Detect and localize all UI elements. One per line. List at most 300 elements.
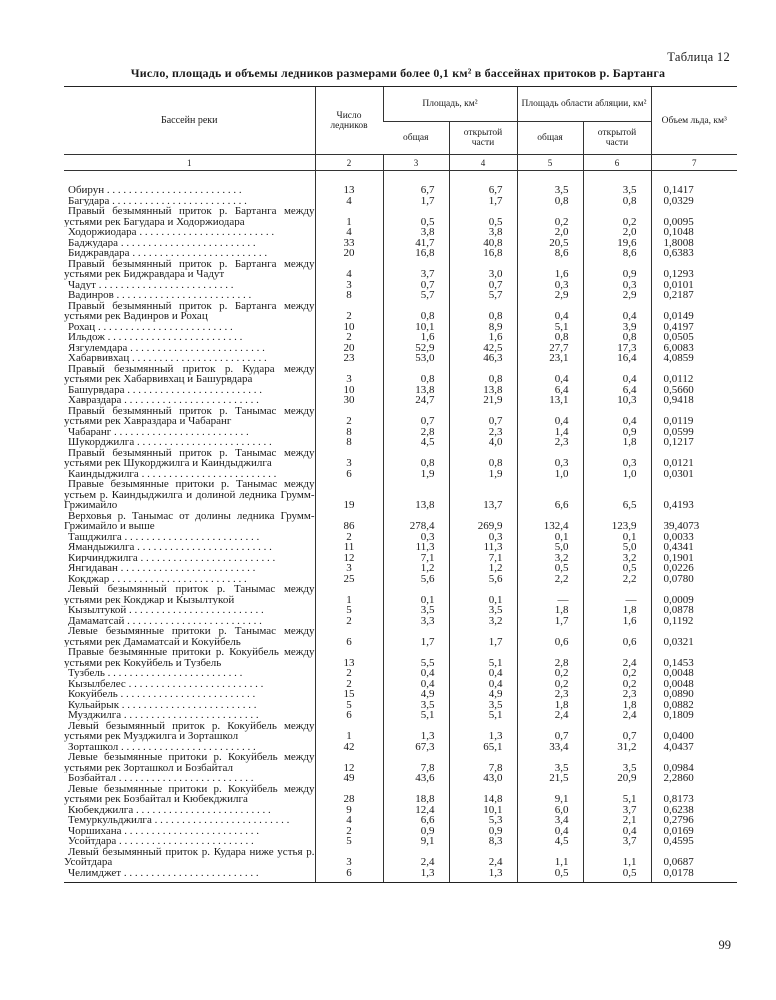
table-row — [64, 668, 737, 679]
cell-a2: 2,4 — [449, 847, 517, 868]
cell-a2: 2,3 — [449, 427, 517, 438]
cell-a2: 13,7 — [449, 479, 517, 511]
cell-v: 0,0329 — [651, 196, 737, 207]
basin-name-text: Кокуйбель . . — [64, 689, 315, 700]
basin-name — [64, 532, 315, 543]
cell-a2: 0,9 — [449, 826, 517, 837]
cell-count: 5 — [315, 605, 383, 616]
basin-name-text: Вадинров . . — [64, 290, 315, 301]
cell-v: 0,1192 — [651, 616, 737, 627]
cell-b1: 1,6 — [517, 259, 583, 280]
cell-a2: 6,7 — [449, 185, 517, 196]
cell-a2: 5,3 — [449, 815, 517, 826]
cell-a1: 10,1 — [383, 322, 449, 333]
cell-a1: 1,9 — [383, 469, 449, 480]
cell-b2: 123,9 — [583, 511, 651, 532]
header-ablation-total: общая — [517, 122, 583, 155]
basin-name — [64, 700, 315, 711]
basin-name-text: Левый безымянный приток р. Танымас между устьями рек Кокджар и Кызылтукой — [64, 584, 315, 605]
cell-v: 0,0033 — [651, 532, 737, 543]
cell-b2: 3,7 — [583, 805, 651, 816]
cell-b2: 0,2 — [583, 679, 651, 690]
basin-name — [64, 773, 315, 784]
col-number-7: 7 — [651, 155, 737, 171]
cell-a2: 0,4 — [449, 679, 517, 690]
header-volume: Объем льда, км³ — [651, 87, 737, 155]
cell-b1: 0,8 — [517, 332, 583, 343]
table-row — [64, 448, 737, 469]
cell-count: 5 — [315, 700, 383, 711]
cell-count: 2 — [315, 301, 383, 322]
table-row — [64, 815, 737, 826]
cell-a1: 12,4 — [383, 805, 449, 816]
col-number-6: 6 — [583, 155, 651, 171]
basin-name-text: Хавраздара . . — [64, 395, 315, 406]
cell-a2: 4,9 — [449, 689, 517, 700]
basin-name — [64, 206, 315, 227]
header-basin: Бассейн реки — [64, 87, 315, 155]
basin-name-text: Левые безымянные притоки р. Кокуйбель между устьями рек Бозбайтал и Кюбекджилга — [64, 783, 315, 805]
cell-count: 12 — [315, 553, 383, 564]
header-ablation-open: открытой части — [583, 122, 651, 155]
cell-v: 0,0048 — [651, 679, 737, 690]
basin-name — [64, 196, 315, 207]
table-row — [64, 742, 737, 753]
cell-a1: 9,1 — [383, 836, 449, 847]
basin-name-text: Каиндыджилга . . — [64, 469, 315, 480]
table-row — [64, 721, 737, 742]
cell-a1: 0,5 — [383, 206, 449, 227]
cell-a1: 11,3 — [383, 542, 449, 553]
cell-v: 0,4595 — [651, 836, 737, 847]
cell-a2: 14,8 — [449, 784, 517, 805]
col-number-4: 4 — [449, 155, 517, 171]
cell-count: 23 — [315, 353, 383, 364]
table-row — [64, 479, 737, 511]
cell-count: 33 — [315, 238, 383, 249]
cell-b2: 0,2 — [583, 206, 651, 227]
cell-count: 4 — [315, 196, 383, 207]
cell-count: 8 — [315, 290, 383, 301]
cell-a2: 0,1 — [449, 584, 517, 605]
cell-count: 2 — [315, 679, 383, 690]
cell-b1: 132,4 — [517, 511, 583, 532]
cell-v: 0,0178 — [651, 868, 737, 883]
cell-b2: 10,3 — [583, 395, 651, 406]
basin-name — [64, 227, 315, 238]
cell-b1: 0,2 — [517, 679, 583, 690]
cell-a2: 0,8 — [449, 301, 517, 322]
cell-a1: 278,4 — [383, 511, 449, 532]
cell-a2: 10,1 — [449, 805, 517, 816]
cell-b1: 23,1 — [517, 353, 583, 364]
table-row — [64, 710, 737, 721]
cell-a2: 1,7 — [449, 626, 517, 647]
basin-name — [64, 563, 315, 574]
cell-a1: 0,8 — [383, 448, 449, 469]
cell-a1: 5,5 — [383, 647, 449, 668]
basin-name — [64, 679, 315, 690]
cell-a2: 5,1 — [449, 647, 517, 668]
cell-count: 10 — [315, 385, 383, 396]
cell-a1: 0,1 — [383, 584, 449, 605]
cell-b2: 0,9 — [583, 427, 651, 438]
basin-name — [64, 280, 315, 291]
basin-name-text: Правый безымянный приток р. Бартанга между устьями рек Биджравдара и Чадут — [64, 258, 315, 280]
table-row — [64, 773, 737, 784]
basin-name-text: Ташджилга . . — [64, 532, 315, 543]
cell-v: 0,0169 — [651, 826, 737, 837]
cell-a2: 5,7 — [449, 290, 517, 301]
cell-b2: 2,4 — [583, 710, 651, 721]
cell-b1: 0,5 — [517, 563, 583, 574]
cell-b2: 1,8 — [583, 605, 651, 616]
basin-name-text: Ильдож . . — [64, 332, 315, 343]
col-number-5: 5 — [517, 155, 583, 171]
basin-name-text: Язгулемдара . . — [64, 343, 315, 354]
cell-b2: 1,0 — [583, 469, 651, 480]
cell-a2: 3,8 — [449, 227, 517, 238]
cell-v: 39,4073 — [651, 511, 737, 532]
basin-name — [64, 437, 315, 448]
basin-name-text: Усойтдара . . — [64, 836, 315, 847]
cell-a1: 4,9 — [383, 689, 449, 700]
cell-a1: 0,7 — [383, 406, 449, 427]
cell-count: 3 — [315, 847, 383, 868]
basin-name-text: Янгидаван . . — [64, 563, 315, 574]
basin-name-text: Кирчинджилга . . — [64, 553, 315, 564]
cell-v: 0,1217 — [651, 437, 737, 448]
cell-a2: 5,6 — [449, 574, 517, 585]
cell-b1: 0,1 — [517, 532, 583, 543]
basin-name — [64, 668, 315, 679]
cell-b1: 13,1 — [517, 395, 583, 406]
cell-a1: 52,9 — [383, 343, 449, 354]
cell-b2: 6,5 — [583, 479, 651, 511]
cell-a1: 6,6 — [383, 815, 449, 826]
basin-name-text: Башурвдара . . — [64, 385, 315, 396]
basin-name-text: Бозбайтал . . — [64, 773, 315, 784]
cell-b1: 9,1 — [517, 784, 583, 805]
basin-name-text: Правый безымянный приток р. Кудара между устьями рек Хабарвивхац и Башурвдара — [64, 363, 315, 385]
cell-b2: 19,6 — [583, 238, 651, 249]
cell-b1: 0,8 — [517, 196, 583, 207]
table-row — [64, 836, 737, 847]
cell-a1: 41,7 — [383, 238, 449, 249]
table-title: Число, площадь и объемы ледников размерами более 0,1 км² в бассейнах притоков р. Бартанга — [130, 66, 666, 80]
cell-v: 0,0112 — [651, 364, 737, 385]
cell-b1: 1,4 — [517, 427, 583, 438]
cell-count: 25 — [315, 574, 383, 585]
cell-count: 10 — [315, 322, 383, 333]
cell-a2: 0,8 — [449, 364, 517, 385]
cell-b1: 0,4 — [517, 406, 583, 427]
cell-b2: 1,8 — [583, 700, 651, 711]
cell-b1: 0,6 — [517, 626, 583, 647]
cell-count: 30 — [315, 395, 383, 406]
header-count: Число ледников — [315, 87, 383, 155]
basin-name — [64, 353, 315, 364]
cell-b1: 0,4 — [517, 301, 583, 322]
table-row — [64, 689, 737, 700]
cell-v: 0,2187 — [651, 290, 737, 301]
cell-b2: 0,4 — [583, 406, 651, 427]
cell-count: 8 — [315, 427, 383, 438]
cell-a2: 0,7 — [449, 406, 517, 427]
cell-count: 20 — [315, 343, 383, 354]
basin-name — [64, 395, 315, 406]
basin-name-text: Левые безымянные притоки р. Кокуйбель между устьями рек Зорташкол и Бозбайтал — [64, 752, 315, 773]
table-row — [64, 626, 737, 647]
basin-name-text: Кюбекджилга . . — [64, 805, 315, 816]
basin-name — [64, 553, 315, 564]
cell-count: 4 — [315, 227, 383, 238]
cell-count: 8 — [315, 437, 383, 448]
cell-a1: 0,7 — [383, 280, 449, 291]
cell-v: 0,1901 — [651, 553, 737, 564]
cell-a2: 65,1 — [449, 742, 517, 753]
cell-b2: 3,2 — [583, 553, 651, 564]
cell-a2: 40,8 — [449, 238, 517, 249]
cell-b2: 0,6 — [583, 626, 651, 647]
cell-a1: 1,7 — [383, 626, 449, 647]
cell-a1: 0,4 — [383, 679, 449, 690]
cell-a1: 16,8 — [383, 248, 449, 259]
basin-name-text: Темуркульджилга . . — [64, 815, 315, 826]
cell-a1: 0,9 — [383, 826, 449, 837]
cell-a1: 3,5 — [383, 605, 449, 616]
header-area-total: общая — [383, 122, 449, 155]
cell-a1: 1,2 — [383, 563, 449, 574]
basin-name — [64, 427, 315, 438]
col-number-2: 2 — [315, 155, 383, 171]
cell-a2: 1,2 — [449, 563, 517, 574]
cell-b2: 8,6 — [583, 248, 651, 259]
cell-b1: 0,2 — [517, 206, 583, 227]
cell-b1: 2,4 — [517, 710, 583, 721]
cell-count: 19 — [315, 479, 383, 511]
cell-count: 2 — [315, 668, 383, 679]
cell-b2: — — [583, 584, 651, 605]
table-row — [64, 227, 737, 238]
cell-b1: 6,0 — [517, 805, 583, 816]
table-row — [64, 248, 737, 259]
basin-name-text: Кокджар . . — [64, 574, 315, 585]
cell-b2: 0,1 — [583, 532, 651, 543]
cell-v: 0,0882 — [651, 700, 737, 711]
cell-b1: 0,5 — [517, 868, 583, 883]
cell-v: 4,0437 — [651, 742, 737, 753]
cell-a1: 0,3 — [383, 532, 449, 543]
cell-a2: 16,8 — [449, 248, 517, 259]
cell-v: 0,0048 — [651, 668, 737, 679]
cell-b1: 1,0 — [517, 469, 583, 480]
cell-a1: 6,7 — [383, 185, 449, 196]
basin-name-text: Правые безымянные притоки р. Кокуйбель между устьями рек Кокуйбель и Тузбель — [64, 647, 315, 668]
basin-name — [64, 322, 315, 333]
cell-b1: 27,7 — [517, 343, 583, 354]
basin-name-text: Зорташкол . . — [64, 742, 315, 753]
basin-name — [64, 406, 315, 427]
basin-name-text: Хабарвивхац . . — [64, 353, 315, 364]
cell-count: 6 — [315, 626, 383, 647]
basin-name — [64, 185, 315, 196]
basin-name — [64, 332, 315, 343]
basin-name-text: Баджудара . . — [64, 238, 315, 249]
cell-b2: 0,4 — [583, 364, 651, 385]
basin-name — [64, 836, 315, 847]
cell-count: 1 — [315, 721, 383, 742]
cell-v: 0,0599 — [651, 427, 737, 438]
cell-b2: 2,0 — [583, 227, 651, 238]
cell-b2: 20,9 — [583, 773, 651, 784]
basin-name — [64, 605, 315, 616]
cell-b2: 3,9 — [583, 322, 651, 333]
cell-v: 0,0119 — [651, 406, 737, 427]
cell-v: 0,1293 — [651, 259, 737, 280]
basin-name-text: Ходоржиодара . . — [64, 227, 315, 238]
cell-count: 2 — [315, 616, 383, 627]
cell-b1: 2,8 — [517, 647, 583, 668]
table-label: Таблица 12 — [667, 50, 730, 64]
basin-name — [64, 479, 315, 511]
cell-b1: 2,3 — [517, 689, 583, 700]
cell-b1: 2,0 — [517, 227, 583, 238]
basin-name-text: Правый безымянный приток р. Танымас между устьями рек Хавраздара и Чабаранг — [64, 405, 315, 427]
cell-v: 0,0321 — [651, 626, 737, 647]
cell-count: 13 — [315, 647, 383, 668]
cell-count: 3 — [315, 364, 383, 385]
basin-name — [64, 815, 315, 826]
basin-name-text: Левые безымянные притоки р. Танымас между устьями рек Дамаматсай и Кокуйбель — [64, 626, 315, 647]
basin-name — [64, 290, 315, 301]
cell-b1: — — [517, 584, 583, 605]
cell-a1: 0,4 — [383, 668, 449, 679]
cell-b1: 2,2 — [517, 574, 583, 585]
cell-count: 9 — [315, 805, 383, 816]
cell-a1: 1,3 — [383, 868, 449, 883]
cell-b2: 17,3 — [583, 343, 651, 354]
cell-v: 0,1809 — [651, 710, 737, 721]
cell-count: 1 — [315, 584, 383, 605]
cell-v: 0,9418 — [651, 395, 737, 406]
header-area: Площадь, км² — [383, 87, 517, 122]
basin-name-text: Правый безымянный приток р. Танымас между устьями рек Шукорджилга и Каиндыджилга — [64, 447, 315, 469]
cell-b2: 1,8 — [583, 437, 651, 448]
cell-b1: 1,1 — [517, 847, 583, 868]
table-row — [64, 185, 737, 196]
cell-a1: 5,6 — [383, 574, 449, 585]
cell-b2: 0,9 — [583, 259, 651, 280]
cell-count: 20 — [315, 248, 383, 259]
cell-v: 0,4341 — [651, 542, 737, 553]
cell-a1: 5,1 — [383, 710, 449, 721]
cell-count: 6 — [315, 710, 383, 721]
cell-v: 0,2796 — [651, 815, 737, 826]
cell-a1: 3,7 — [383, 259, 449, 280]
cell-count: 2 — [315, 406, 383, 427]
cell-b2: 2,3 — [583, 689, 651, 700]
cell-a2: 5,1 — [449, 710, 517, 721]
basin-name — [64, 689, 315, 700]
cell-a1: 18,8 — [383, 784, 449, 805]
cell-a2: 0,8 — [449, 448, 517, 469]
cell-b1: 3,5 — [517, 185, 583, 196]
cell-a1: 3,5 — [383, 700, 449, 711]
cell-v: 0,0984 — [651, 752, 737, 773]
cell-count: 2 — [315, 332, 383, 343]
table-row — [64, 847, 737, 868]
table-row — [64, 584, 737, 605]
cell-b2: 5,0 — [583, 542, 651, 553]
cell-v: 0,0780 — [651, 574, 737, 585]
basin-name — [64, 710, 315, 721]
cell-v: 0,0400 — [651, 721, 737, 742]
cell-a1: 5,7 — [383, 290, 449, 301]
cell-a2: 7,8 — [449, 752, 517, 773]
cell-b2: 6,4 — [583, 385, 651, 396]
cell-b1: 0,3 — [517, 280, 583, 291]
cell-v: 0,6238 — [651, 805, 737, 816]
basin-name-text: Правый безымянный приток р. Бартанга между устьями рек Вадинров и Рохац — [64, 300, 315, 322]
basin-name — [64, 826, 315, 837]
cell-a2: 4,0 — [449, 437, 517, 448]
cell-a2: 7,1 — [449, 553, 517, 564]
cell-a1: 67,3 — [383, 742, 449, 753]
cell-count: 42 — [315, 742, 383, 753]
basin-name-text: Чабаранг . . — [64, 427, 315, 438]
cell-b2: 1,6 — [583, 616, 651, 627]
table-row — [64, 301, 737, 322]
cell-a2: 0,3 — [449, 532, 517, 543]
cell-count: 3 — [315, 448, 383, 469]
cell-v: 0,1048 — [651, 227, 737, 238]
cell-a2: 8,9 — [449, 322, 517, 333]
cell-a2: 46,3 — [449, 353, 517, 364]
cell-b1: 33,4 — [517, 742, 583, 753]
cell-count: 3 — [315, 280, 383, 291]
cell-a2: 8,3 — [449, 836, 517, 847]
cell-a2: 42,5 — [449, 343, 517, 354]
table-row — [64, 364, 737, 385]
cell-a1: 43,6 — [383, 773, 449, 784]
basin-name-text: Кызылтукой . . — [64, 605, 315, 616]
table-row — [64, 332, 737, 343]
cell-b2: 0,4 — [583, 826, 651, 837]
cell-b1: 3,4 — [517, 815, 583, 826]
cell-b1: 5,0 — [517, 542, 583, 553]
cell-b1: 1,7 — [517, 616, 583, 627]
table-row — [64, 784, 737, 805]
cell-a2: 11,3 — [449, 542, 517, 553]
basin-name-text: Биджравдара . . — [64, 248, 315, 259]
basin-name-text: Шукорджилга . . — [64, 437, 315, 448]
cell-count: 3 — [315, 563, 383, 574]
cell-count: 6 — [315, 868, 383, 883]
basin-name-text: Тузбель . . — [64, 668, 315, 679]
basin-name-text: Левый безымянный приток р. Кокуйбель между устьями рек Музджилга и Зорташкол — [64, 720, 315, 742]
table-row — [64, 868, 737, 883]
cell-count: 1 — [315, 206, 383, 227]
cell-v: 0,0095 — [651, 206, 737, 227]
cell-a1: 24,7 — [383, 395, 449, 406]
cell-count: 13 — [315, 185, 383, 196]
cell-a2: 21,9 — [449, 395, 517, 406]
table-row — [64, 605, 737, 616]
cell-v: 0,8173 — [651, 784, 737, 805]
cell-a2: 13,8 — [449, 385, 517, 396]
cell-b2: 2,1 — [583, 815, 651, 826]
